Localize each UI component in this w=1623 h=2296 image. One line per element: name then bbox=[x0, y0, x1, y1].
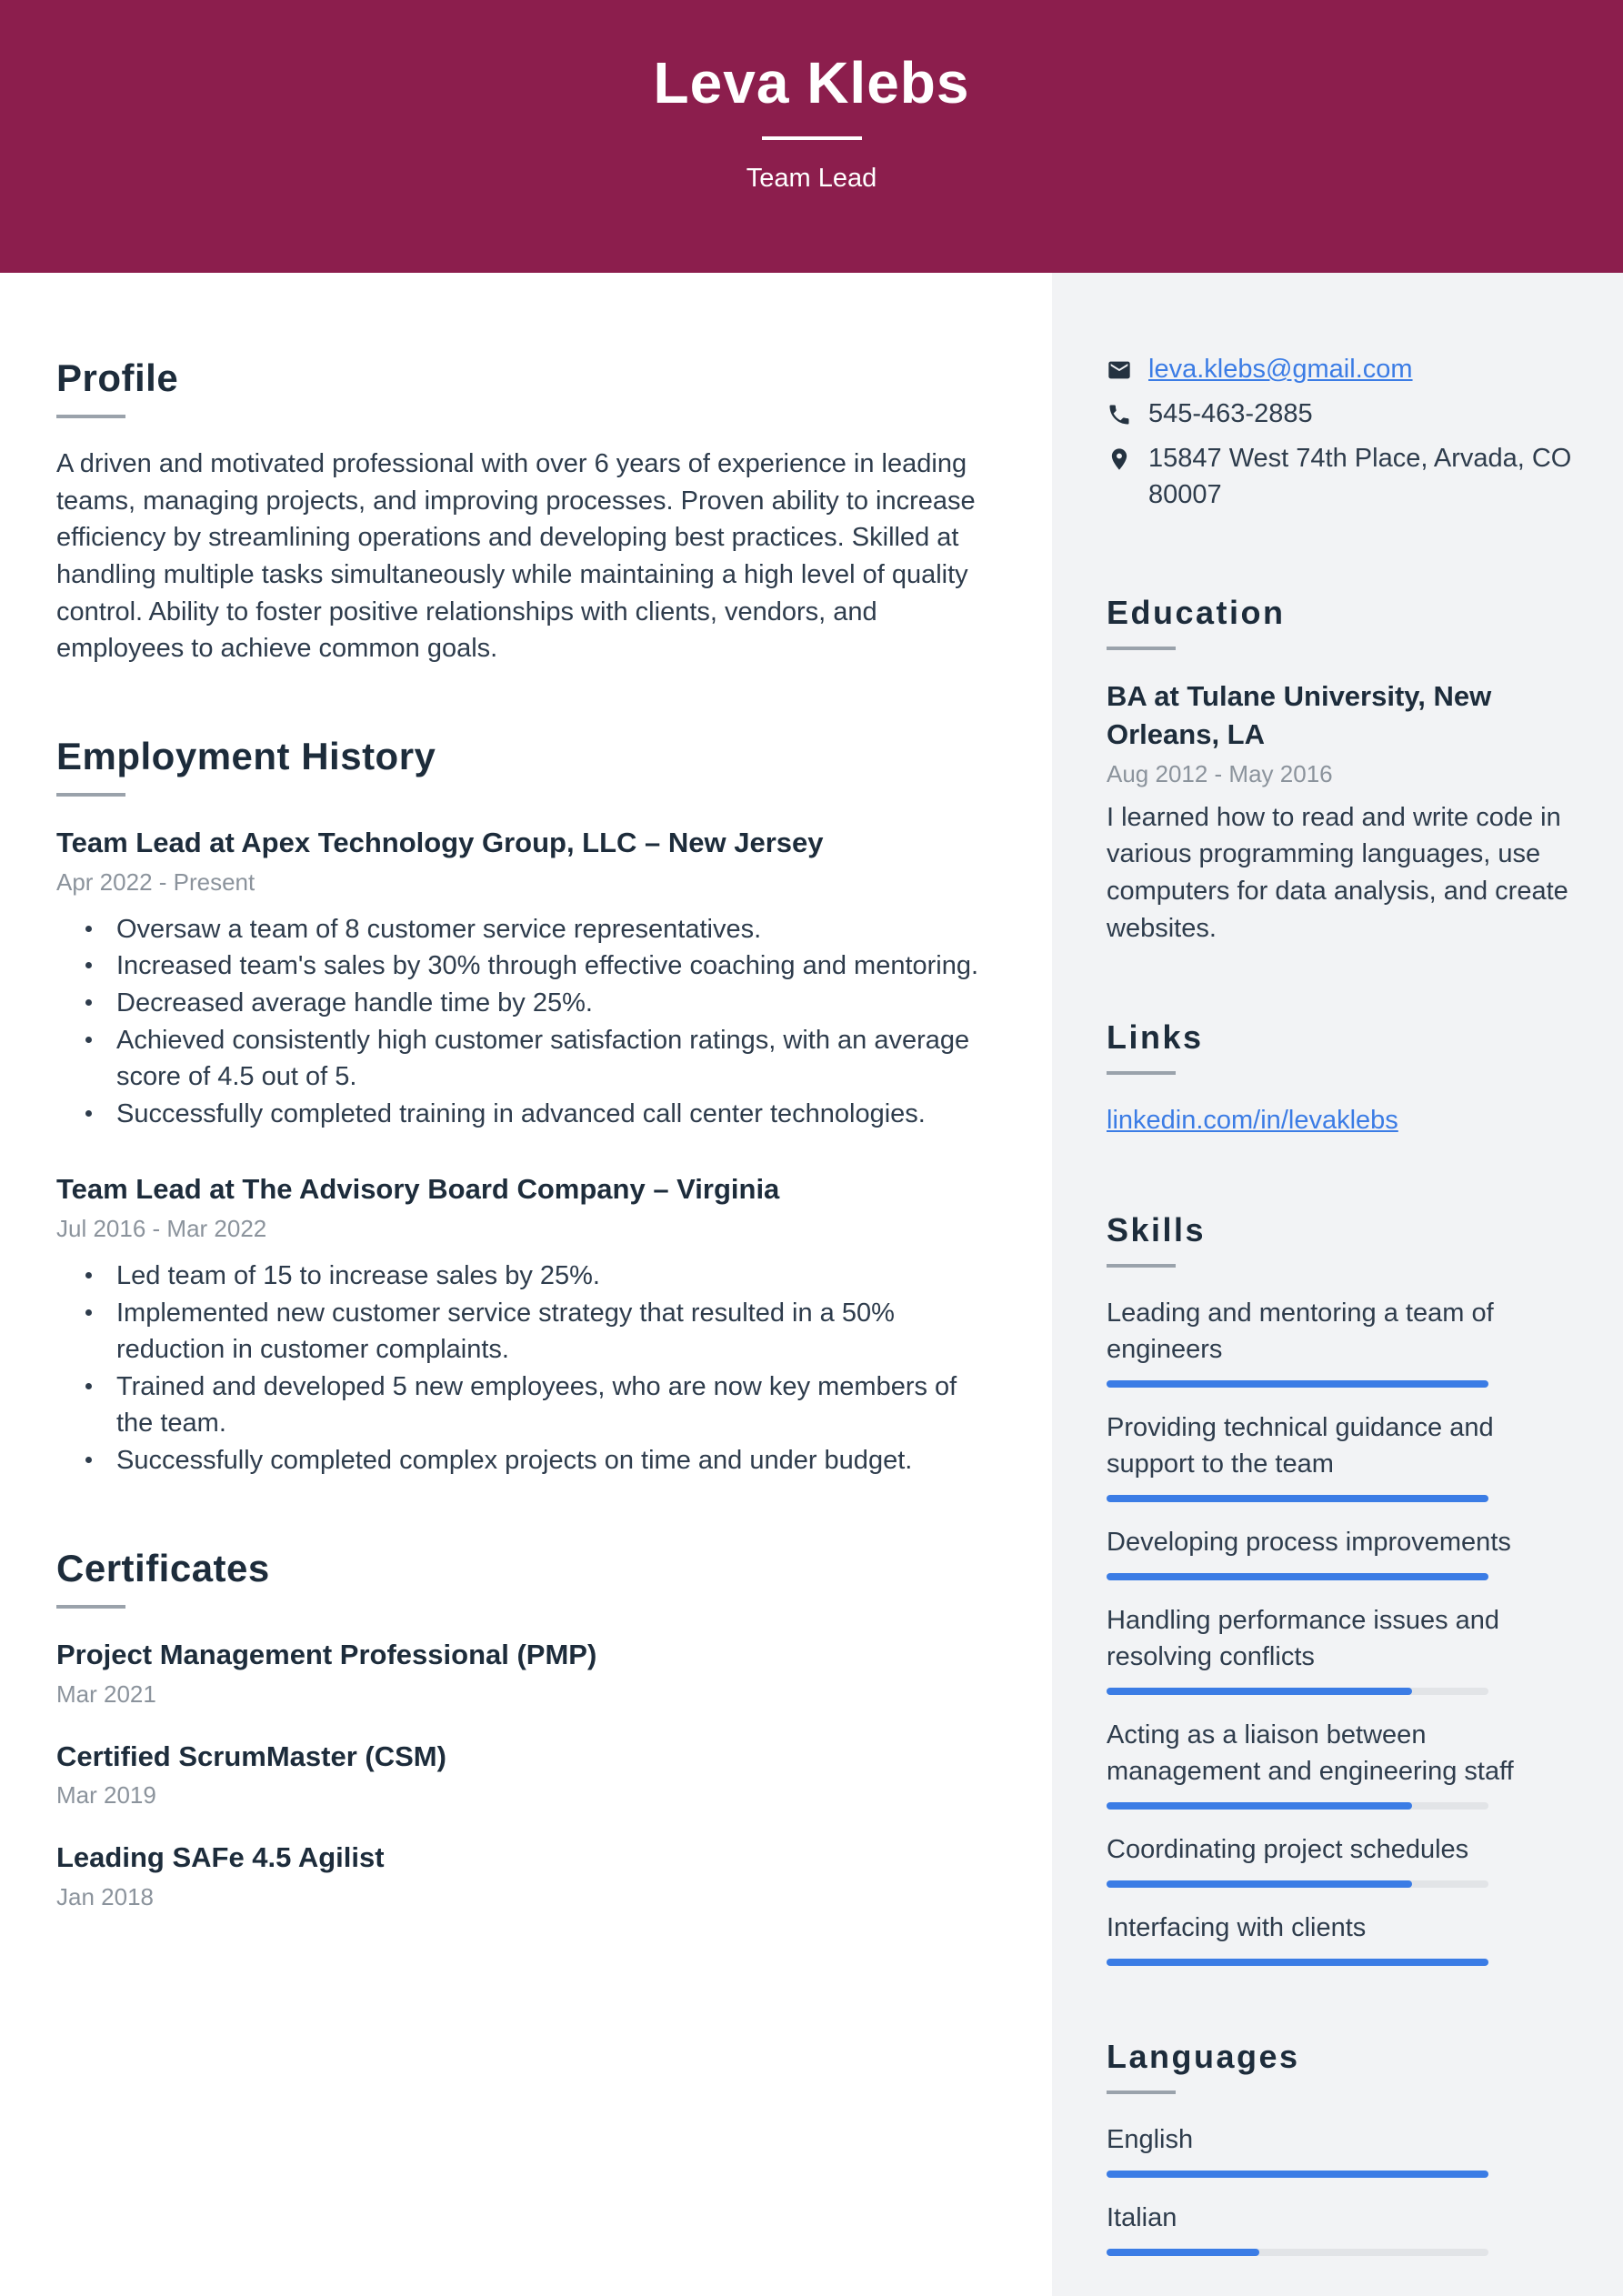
skills-section bbox=[1107, 1210, 1572, 1966]
job-entry bbox=[56, 1170, 999, 1479]
job-entry-title: Team Lead at The Advisory Board Company – Virginia bbox=[56, 1173, 780, 1206]
skill-level-bar bbox=[1107, 1880, 1488, 1888]
job-bullet: Led team of 15 to increase sales by 25%. bbox=[84, 1258, 999, 1295]
content-columns bbox=[0, 273, 1623, 2296]
header-divider bbox=[762, 136, 862, 140]
certificates-section bbox=[56, 1547, 999, 1913]
skill-level-fill bbox=[1107, 1495, 1488, 1502]
employment-section bbox=[56, 735, 999, 1479]
skill-level-fill bbox=[1107, 1573, 1488, 1580]
certificate-title: Leading SAFe 4.5 Agilist bbox=[56, 1841, 385, 1874]
phone-number: 545-463-2885 bbox=[1148, 399, 1313, 429]
contact-address-row bbox=[1107, 440, 1572, 513]
language-level-bar bbox=[1107, 2249, 1488, 2256]
job-bullet: Successfully completed complex projects on time and under budget. bbox=[84, 1442, 999, 1479]
language-name: English bbox=[1107, 2125, 1194, 2155]
job-bullet-list bbox=[56, 911, 999, 1133]
skill-level-bar bbox=[1107, 1573, 1488, 1580]
education-section bbox=[1107, 593, 1572, 947]
skill-level-fill bbox=[1107, 1959, 1488, 1966]
header-banner bbox=[0, 0, 1623, 273]
job-entry-dates: Apr 2022 - Present bbox=[56, 868, 255, 896]
links-section bbox=[1107, 1018, 1572, 1139]
skill-name: Handling performance issues and resolving conflicts bbox=[1107, 1606, 1500, 1672]
skill-level-fill bbox=[1107, 1802, 1412, 1810]
contact-email-row bbox=[1107, 351, 1572, 393]
profile-heading: Profile bbox=[56, 356, 179, 399]
language-level-fill bbox=[1107, 2249, 1259, 2256]
job-bullet: Trained and developed 5 new employees, who are now key members of the team. bbox=[84, 1369, 999, 1442]
languages-section bbox=[1107, 2037, 1572, 2256]
skill-level-fill bbox=[1107, 1688, 1412, 1695]
education-description: I learned how to read and write code in various programming languages, use computers for data analysis, and create websites. bbox=[1107, 802, 1568, 943]
skill-name: Coordinating project schedules bbox=[1107, 1835, 1469, 1865]
skills-heading: Skills bbox=[1107, 1210, 1207, 1248]
sidebar bbox=[1052, 273, 1623, 2296]
certificate-title: Project Management Professional (PMP) bbox=[56, 1638, 597, 1670]
education-heading: Education bbox=[1107, 594, 1286, 632]
skill-list bbox=[1107, 1295, 1572, 1966]
language-name: Italian bbox=[1107, 2203, 1177, 2233]
certificate-entry bbox=[56, 1839, 999, 1913]
job-bullet: Decreased average handle time by 25%. bbox=[84, 985, 999, 1022]
certificate-entry bbox=[56, 1636, 999, 1710]
skill-name: Developing process improvements bbox=[1107, 1528, 1511, 1558]
profile-text: A driven and motivated professional with over 6 years of experience in leading teams, managing projects, and improving processes. Proven ability to increase efficiency by streamlining operations and developing best practices. Skilled at handling multiple tasks simultaneously while maintaining a high level of quality control. Ability to foster positive relationships with clients, vendors, and employees to achieve common goals. bbox=[56, 449, 976, 664]
skill-level-bar bbox=[1107, 1495, 1488, 1502]
certificate-date: Mar 2021 bbox=[56, 1679, 156, 1708]
section-rule bbox=[56, 415, 125, 418]
job-bullet: Oversaw a team of 8 customer service representatives. bbox=[84, 911, 999, 948]
skill-item bbox=[1107, 1831, 1572, 1888]
job-list bbox=[56, 824, 999, 1479]
education-dates: Aug 2012 - May 2016 bbox=[1107, 759, 1333, 787]
profile-section bbox=[56, 356, 999, 667]
section-rule bbox=[1107, 1071, 1176, 1075]
skill-name: Acting as a liaison between management and engineering staff bbox=[1107, 1720, 1514, 1787]
email-link[interactable]: leva.klebs@gmail.com bbox=[1148, 355, 1413, 384]
address-text: 15847 West 74th Place, Arvada, CO 80007 bbox=[1148, 444, 1572, 510]
skill-name: Providing technical guidance and support to the team bbox=[1107, 1413, 1494, 1479]
location-pin-icon bbox=[1107, 440, 1148, 513]
certificate-title: Certified ScrumMaster (CSM) bbox=[56, 1740, 446, 1772]
job-bullet-list bbox=[56, 1258, 999, 1479]
education-degree: BA at Tulane University, New Orleans, LA bbox=[1107, 680, 1492, 751]
skill-level-fill bbox=[1107, 1380, 1488, 1388]
main-column bbox=[0, 273, 1052, 2296]
section-rule bbox=[1107, 2090, 1176, 2094]
section-rule bbox=[56, 1605, 125, 1609]
job-bullet: Implemented new customer service strategy that resulted in a 50% reduction in customer complaints. bbox=[84, 1295, 999, 1369]
language-item bbox=[1107, 2121, 1572, 2178]
person-name: Leva Klebs bbox=[653, 50, 970, 115]
languages-heading: Languages bbox=[1107, 2038, 1300, 2076]
section-rule bbox=[1107, 1264, 1176, 1268]
phone-icon bbox=[1107, 396, 1148, 437]
skill-level-bar bbox=[1107, 1802, 1488, 1810]
skill-item bbox=[1107, 1524, 1572, 1580]
language-item bbox=[1107, 2200, 1572, 2256]
links-heading: Links bbox=[1107, 1018, 1204, 1057]
employment-heading: Employment History bbox=[56, 734, 436, 777]
skill-item bbox=[1107, 1910, 1572, 1966]
section-rule bbox=[1107, 647, 1176, 650]
certificates-heading: Certificates bbox=[56, 1546, 270, 1589]
language-level-fill bbox=[1107, 2171, 1488, 2178]
certificate-list bbox=[56, 1636, 999, 1913]
skill-item bbox=[1107, 1717, 1572, 1810]
skill-level-bar bbox=[1107, 1380, 1488, 1388]
skill-level-bar bbox=[1107, 1688, 1488, 1695]
job-title: Team Lead bbox=[746, 164, 877, 194]
certificate-date: Jan 2018 bbox=[56, 1882, 154, 1910]
contact-phone-row bbox=[1107, 396, 1572, 437]
skill-level-bar bbox=[1107, 1959, 1488, 1966]
language-list bbox=[1107, 2121, 1572, 2256]
skill-item bbox=[1107, 1295, 1572, 1388]
skill-level-fill bbox=[1107, 1880, 1412, 1888]
linkedin-link[interactable]: linkedin.com/in/levaklebs bbox=[1107, 1106, 1398, 1136]
job-entry-dates: Jul 2016 - Mar 2022 bbox=[56, 1215, 267, 1243]
job-bullet: Increased team's sales by 30% through effective coaching and mentoring. bbox=[84, 947, 999, 985]
certificate-entry bbox=[56, 1738, 999, 1812]
certificate-date: Mar 2019 bbox=[56, 1781, 156, 1810]
section-rule bbox=[56, 793, 125, 797]
language-level-bar bbox=[1107, 2171, 1488, 2178]
job-entry bbox=[56, 824, 999, 1132]
skill-name: Leading and mentoring a team of engineers bbox=[1107, 1298, 1494, 1365]
contact-block bbox=[1107, 351, 1572, 513]
job-entry-title: Team Lead at Apex Technology Group, LLC – New Jersey bbox=[56, 827, 824, 859]
email-icon bbox=[1107, 351, 1148, 393]
skill-item bbox=[1107, 1602, 1572, 1695]
job-bullet: Successfully completed training in advanced call center technologies. bbox=[84, 1096, 999, 1133]
skill-item bbox=[1107, 1409, 1572, 1502]
job-bullet: Achieved consistently high customer satisfaction ratings, with an average score of 4.5 out of 5. bbox=[84, 1022, 999, 1096]
skill-name: Interfacing with clients bbox=[1107, 1913, 1367, 1943]
link-item bbox=[1107, 1102, 1572, 1139]
